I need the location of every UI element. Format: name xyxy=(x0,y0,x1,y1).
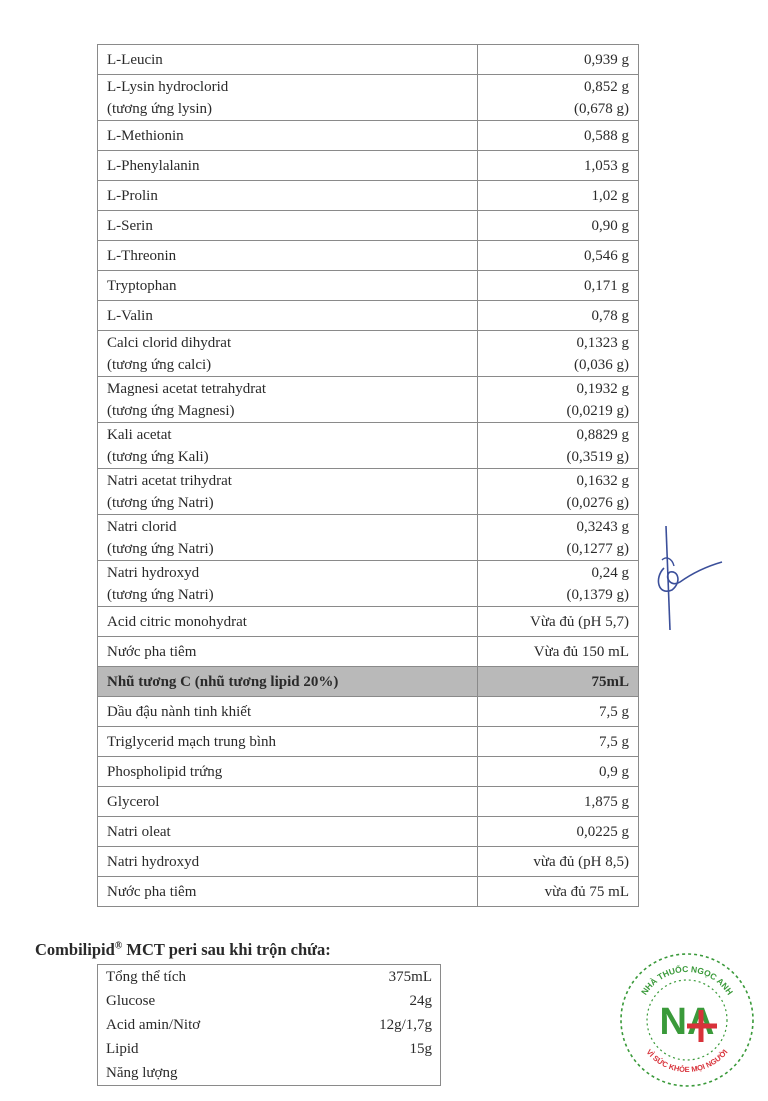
ingredient-line: (tương ứng calci) xyxy=(107,356,212,373)
table-row xyxy=(98,377,639,423)
ingredient-amount xyxy=(478,607,639,637)
ingredient-line: Triglycerid mạch trung bình xyxy=(107,733,277,750)
amount-line: 0,3243 g xyxy=(576,518,629,535)
amount-line: 0,24 g xyxy=(591,564,629,581)
table-row xyxy=(98,241,639,271)
svg-text:NHÀ THUỐC NGỌC ANH xyxy=(639,963,735,996)
ingredient-name xyxy=(98,727,478,757)
mix-title xyxy=(35,940,331,960)
ingredient-line: Acid citric monohydrat xyxy=(107,613,247,630)
mix-value: 15g xyxy=(409,1040,432,1057)
table-row xyxy=(98,271,639,301)
ingredient-name xyxy=(98,181,478,211)
amount-line: 0,939 g xyxy=(584,51,629,68)
ingredient-line: L-Serin xyxy=(107,217,153,234)
stamp-monogram: NA xyxy=(659,1001,715,1043)
table-row xyxy=(98,301,639,331)
ingredient-name xyxy=(98,121,478,151)
amount-line: 75mL xyxy=(591,673,629,690)
mix-row xyxy=(98,989,441,1013)
ingredient-amount xyxy=(478,515,639,561)
ingredient-amount xyxy=(478,561,639,607)
ingredient-line: Nhũ tương C (nhũ tương lipid 20%) xyxy=(107,673,339,690)
ingredient-name xyxy=(98,757,478,787)
table-row xyxy=(98,515,639,561)
table-row xyxy=(98,561,639,607)
mix-label: Năng lượng xyxy=(106,1064,178,1081)
amount-line: (0,036 g) xyxy=(574,356,629,373)
ingredient-name xyxy=(98,301,478,331)
amount-line: 0,1323 g xyxy=(576,334,629,351)
table-row xyxy=(98,757,639,787)
ingredient-amount xyxy=(478,469,639,515)
ingredient-line: L-Threonin xyxy=(107,247,177,264)
table-row xyxy=(98,847,639,877)
mix-row xyxy=(98,1013,441,1037)
amount-line: 0,0225 g xyxy=(576,823,629,840)
ingredient-name xyxy=(98,331,478,377)
amount-line: 0,90 g xyxy=(591,217,629,234)
ingredient-name xyxy=(98,787,478,817)
ingredient-amount xyxy=(478,847,639,877)
ingredient-line: Natri hydroxyd xyxy=(107,853,200,870)
ingredient-line: L-Methionin xyxy=(107,127,184,144)
stamp-top-text: NHÀ THUỐC NGỌC ANH xyxy=(638,963,736,997)
stamp-bottom-text: VÌ SỨC KHỎE MỌI NGƯỜI xyxy=(644,1047,730,1075)
ingredient-amount xyxy=(478,817,639,847)
ingredient-line: (tương ứng Natri) xyxy=(107,494,214,511)
ingredient-name xyxy=(98,271,478,301)
mix-label: Glucose xyxy=(106,992,156,1009)
amount-line: (0,1379 g) xyxy=(566,586,629,603)
ingredient-line: L-Leucin xyxy=(107,51,163,68)
amount-line: (0,0219 g) xyxy=(566,402,629,419)
ingredient-amount xyxy=(478,45,639,75)
ingredient-line: L-Prolin xyxy=(107,187,158,204)
ingredient-name xyxy=(98,151,478,181)
mix-row xyxy=(98,1061,441,1086)
mix-label: Acid amin/Nitơ xyxy=(106,1016,201,1033)
table-row xyxy=(98,469,639,515)
ingredient-name xyxy=(98,637,478,667)
ingredient-amount xyxy=(478,727,639,757)
amount-line: (0,0276 g) xyxy=(566,494,629,511)
mix-label: Tổng thể tích xyxy=(106,968,186,985)
composition-table xyxy=(97,44,639,907)
ingredient-line: Dầu đậu nành tinh khiết xyxy=(107,703,252,720)
ingredient-line: Phospholipid trứng xyxy=(107,763,223,780)
table-row xyxy=(98,331,639,377)
ingredient-line: (tương ứng Natri) xyxy=(107,586,214,603)
ingredient-name xyxy=(98,75,478,121)
ingredient-line: L-Lysin hydroclorid xyxy=(107,78,229,95)
ingredient-amount xyxy=(478,377,639,423)
amount-line: 0,8829 g xyxy=(576,426,629,443)
amount-line: 0,171 g xyxy=(584,277,629,294)
mix-title-rest: MCT peri sau khi trộn chứa: xyxy=(122,940,331,959)
amount-line: (0,3519 g) xyxy=(566,448,629,465)
table-row xyxy=(98,787,639,817)
amount-line: vừa đủ 75 mL xyxy=(544,883,629,900)
mix-value: 12g/1,7g xyxy=(379,1016,432,1033)
amount-line: 1,875 g xyxy=(584,793,629,810)
table-row xyxy=(98,121,639,151)
ingredient-line: Natri clorid xyxy=(107,518,177,535)
ingredient-name xyxy=(98,241,478,271)
ingredient-amount xyxy=(478,121,639,151)
mix-value xyxy=(269,1061,441,1086)
mix-value: 24g xyxy=(409,992,432,1009)
table-row xyxy=(98,45,639,75)
ingredient-name xyxy=(98,877,478,907)
amount-line: 1,02 g xyxy=(591,187,629,204)
amount-line: 1,053 g xyxy=(584,157,629,174)
ingredient-line: L-Phenylalanin xyxy=(107,157,200,174)
ingredient-line: Calci clorid dihydrat xyxy=(107,334,232,351)
ingredient-line: (tương ứng Magnesi) xyxy=(107,402,235,419)
table-row xyxy=(98,817,639,847)
table-row xyxy=(98,607,639,637)
ingredient-line: Tryptophan xyxy=(107,277,177,294)
amount-line: 0,546 g xyxy=(584,247,629,264)
ingredient-line: (tương ứng Kali) xyxy=(107,448,209,465)
ingredient-line: Natri oleat xyxy=(107,823,171,840)
mix-title-brand: Combilipid xyxy=(35,940,115,959)
ingredient-amount xyxy=(478,211,639,241)
ingredient-name xyxy=(98,377,478,423)
amount-line: 0,78 g xyxy=(591,307,629,324)
ingredient-name xyxy=(98,847,478,877)
ingredient-line: Glycerol xyxy=(107,793,160,810)
ingredient-name xyxy=(98,561,478,607)
ingredient-line: Nước pha tiêm xyxy=(107,643,197,660)
ingredient-amount xyxy=(478,757,639,787)
table-row xyxy=(98,877,639,907)
amount-line: 7,5 g xyxy=(599,703,629,720)
amount-line: (0,678 g) xyxy=(574,100,629,117)
ingredient-amount xyxy=(478,75,639,121)
ingredient-amount xyxy=(478,423,639,469)
ingredient-amount xyxy=(478,877,639,907)
ingredient-amount xyxy=(478,667,639,697)
mix-summary-table xyxy=(97,964,441,1086)
mix-label: Lipid xyxy=(106,1040,139,1057)
ingredient-line: Natri acetat trihydrat xyxy=(107,472,232,489)
pharmacy-stamp xyxy=(617,950,757,1090)
table-row xyxy=(98,697,639,727)
table-row xyxy=(98,423,639,469)
ingredient-line: Natri hydroxyd xyxy=(107,564,200,581)
amount-line: 0,852 g xyxy=(584,78,629,95)
ingredient-line: Kali acetat xyxy=(107,426,172,443)
ingredient-name xyxy=(98,667,478,697)
svg-text:VÌ SỨC KHỎE MỌI NGƯỜI xyxy=(645,1048,730,1074)
ingredient-amount xyxy=(478,787,639,817)
ingredient-amount xyxy=(478,271,639,301)
amount-line: 0,9 g xyxy=(599,763,629,780)
ingredient-line: Nước pha tiêm xyxy=(107,883,197,900)
table-row xyxy=(98,151,639,181)
ingredient-line: (tương ứng lysin) xyxy=(107,100,213,117)
ingredient-name xyxy=(98,423,478,469)
table-row xyxy=(98,727,639,757)
section-row xyxy=(98,667,639,697)
ingredient-line: Magnesi acetat tetrahydrat xyxy=(107,380,267,397)
ingredient-amount xyxy=(478,697,639,727)
table-row xyxy=(98,75,639,121)
ingredient-name xyxy=(98,697,478,727)
ingredient-amount xyxy=(478,637,639,667)
table-row xyxy=(98,211,639,241)
amount-line: Vừa đủ 150 mL xyxy=(533,643,629,660)
ingredient-amount xyxy=(478,181,639,211)
ingredient-name xyxy=(98,469,478,515)
amount-line: vừa đủ (pH 8,5) xyxy=(533,853,629,870)
amount-line: 0,588 g xyxy=(584,127,629,144)
mix-value: 375mL xyxy=(388,968,432,985)
ingredient-name xyxy=(98,515,478,561)
amount-line: 0,1632 g xyxy=(576,472,629,489)
table-row xyxy=(98,181,639,211)
ingredient-amount xyxy=(478,241,639,271)
registered-mark: ® xyxy=(114,940,123,952)
amount-line: 0,1932 g xyxy=(576,380,629,397)
signature-mark xyxy=(650,520,730,640)
amount-line: (0,1277 g) xyxy=(566,540,629,557)
ingredient-amount xyxy=(478,331,639,377)
ingredient-amount xyxy=(478,151,639,181)
ingredient-name xyxy=(98,817,478,847)
mix-row xyxy=(98,1037,441,1061)
ingredient-line: (tương ứng Natri) xyxy=(107,540,214,557)
table-row xyxy=(98,637,639,667)
ingredient-name xyxy=(98,607,478,637)
ingredient-amount xyxy=(478,301,639,331)
ingredient-line: L-Valin xyxy=(107,307,153,324)
ingredient-name xyxy=(98,45,478,75)
ingredient-name xyxy=(98,211,478,241)
mix-row xyxy=(98,965,441,990)
amount-line: 7,5 g xyxy=(599,733,629,750)
amount-line: Vừa đủ (pH 5,7) xyxy=(530,613,629,630)
